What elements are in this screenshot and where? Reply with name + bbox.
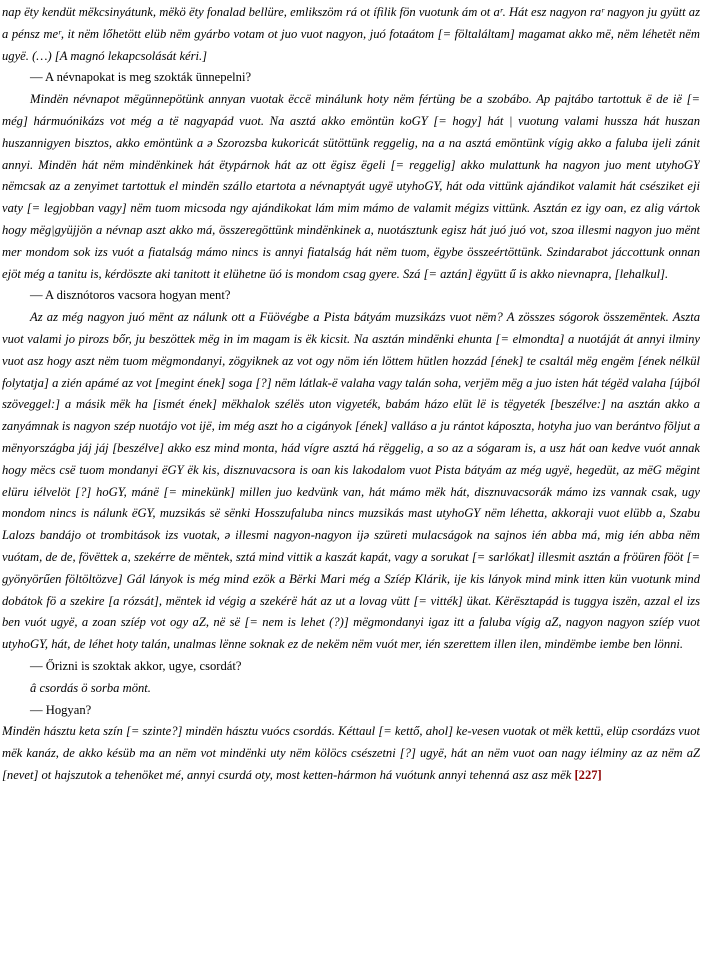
paragraph-continuation: [2, 2, 700, 67]
speech-text: Az az még nagyon juó mënt az nálunk ott a Füövégbe a Pista bátyám muzsikázs vuot nëm? A zösszes sógorok összemëntek. Aszta vuot valami jo pirozs bőr, ju beszöttek mëg in im magam is ëk kicsit. Na asztán mindënki ehunta [= elmondta] a nuotáját át annyi ilminy vuot asz hogy aszt nëm tuom mëgmondanyi, zögyiknek az vot ogy nöm ién löttem hütlen hozzád [ének] te csaltál mëg engëm [ének nélkül folytatja] a zién apámé az vot [megint ének] soga [?] nëm látlak-ë valaha vagy talán soha, verjëm mëg a juo isten hát tégëd valaha [újból szöveggel:] a másik mëk ha [ismét ének] mëkhalok szélës uton vigyeték, babám házo elüt lë is tëgyeték [beszélve:] na asztán akko a zanyámnak is nagyon szép nuotájo vot ijë, im még aszt ho a cigányok [ének] valláso a ju rántot káposzta, hotyha juo van berántvo fõljut a mënyországba jáj jáj [beszélve] akko esz mind monta, hád vígre asztá há rëggelig, a so az a sógaram is, a usz hát oan kedve vuót annak hogy mëcs csë tuom mondanyi ëGY ëk kis, disznuvacsora is oan kis lakodalom vuot Pista bátyám az még ugyë, hegedüt, az mëG mëgint elüru iélvelöt [?] hoGY, mánë [= minekünk] millen juo kedvünk van, hát mámo mëk hát, disznuvacsorák mámo izs vannak csak, ugy mondom nincs is nálunk ëGY, muzsikás së sënki Hosszufaluba nincs muzsikás mast utyhoGY nëm léhetta, akkoraji vuot elübb a, Szabu Lalozs bandájo ot trombitások izs vuotak, ə illesmi nagyon-nagyon ijə szüreti mulacságok na sajnos ién abba má, mig ién abba nëm vuótam, de de, fövëttek a, szekérre de mëntek, sztá mind vittik a kaszát kapát, vagy a sorukat [= sarlókat] illesmit asztán a fröüren fööt [= gyönyörűen föltöltözve] Gál lányok is még mind ezök a Bërki Mari még a Szíép Klárik, ije kis lányok mind mink itten kün vuotunk mind dobátok fö a szekire [a rózsát], mëntek id végig a szekérë hát az ut a lovag vütt [= vitték] ükat. Kërësztapád is tuggya iszën, azzal el izs ben vuót ugyë, a zoan szíép vot ogy aZ, në së [= nem is lehet (?)] mëgmondanyi igaz itt a faluba vígig aZ, nagyon nagyon szíép vuot utyhoGY, hát, de léhet hoty talán, unalmas lënne soknak ez de nekëm nëm vuót mer, ién szerettem illen ilen, mindëmbe iembe ben lönni.: [2, 310, 700, 652]
question-text: — Hogyan?: [30, 702, 92, 717]
question-text: — Őrizni is szoktak akkor, ugye, csordát?: [30, 658, 242, 673]
question-paragraph: [2, 67, 700, 89]
answer-paragraph: [2, 678, 700, 700]
document-page: [2, 2, 700, 966]
page-number: [227]: [574, 767, 602, 782]
speech-text: Mindën hásztu keta szín [= szinte?] mindën hásztu vuócs csordás. Kéttaul [= kettő, ahol] ke-vesen vuotak ot mëk kettü, elüp csordázs vuot mëk kanáz, de akko késüb ma an nëm vot mindënki uty nëm kölöcs csészetni [?] ugyë, hát an nëm vuot oan nagy iélminy az az nëm aZ [nevet] ot hajszutok a tehenöket mé, annyi csurdá oty, most ketten-hármon há vuótunk annyi tehenná asz asz mëk: [2, 724, 700, 782]
speech-text: Mindën névnapot mëgünnepötünk annyan vuotak ëccë minálunk hoty nëm fértüng be a szobábo. Ap pajtábo tartottuk ë de ië [= még] hármuónikázs vot még a të nagyapád vuot. Na asztá akko emöntün koGY [= hogy] hát | vuotung valami hussza hát huszan huszannigyen bisztos, akko emöntünk a ə Szorozsba kukoricát sütöttünk reggelig, na a na asztá emöntünk vígig akko a faluba ijeli zánit annyi. Mindën hát nëm mindënkinek hát ëtypárnok hát az ott ëgisz ëgeli [= reggelig] akko mulattunk ha nagyon juo ment utyhoGY nëmcsak az a zenyimet tartottuk el mindën szállo etartota a névnaptyát ugyë utyhoGY, hát oda vittünk ajándikot valamit hát csésziket eji vaty [= legjobban vagy] nëm tuom micsoda ngy ajándikokat lám mim mámo de valamit mégizs vittünk. Asztán ez igy oan, ez alig vártok hogy mëg|gyüjjön a névnap aszt akko má, összeregöttünk mindënkinek a, nuotásztunk egisz hát juó juó vot, szoa illesmi nagyon juo mënt mer mondom sok izs vuót a fiatalság mámo nincs is annyi fiatalság hát nëm tuom, ëgybe összeértöttünk. Szindarabot jáccottunk onnan ejöt még a tanitu is, kérdöszte aki tanitott it elühetne üó is mondom csag gyere. Szá [= aztán] ëgyütt ű is akko nievnapra, [lehalkul].: [2, 92, 700, 281]
answer-paragraph: [2, 307, 700, 656]
question-paragraph: [2, 700, 700, 722]
question-paragraph: [2, 656, 700, 678]
speech-text: â csordás ö sorba mönt.: [30, 680, 151, 695]
question-text: — A disznótoros vacsora hogyan ment?: [30, 288, 231, 303]
question-text: — A névnapokat is meg szokták ünnepelni?: [30, 70, 252, 85]
answer-paragraph: [2, 721, 700, 786]
question-paragraph: [2, 285, 700, 307]
answer-paragraph: [2, 89, 700, 285]
speech-text: nap ëty kendüt mëkcsinyátunk, mëkö ëty fonalad bellüre, emlikszöm rá ot ífilik fön vuotunk ám ot aʳ. Hát esz nagyon raʳ nagyon ju gyütt az a pénsz meʳ, it nëm lőhetött elüb nëm gyárbo votam ot juo vuot nagyon, juó fotaátom [= föltaláltam] magamat akko më, nëm léhetët nëm ugyë. (…) [A magnó lekapcsolását kéri.]: [2, 5, 700, 63]
